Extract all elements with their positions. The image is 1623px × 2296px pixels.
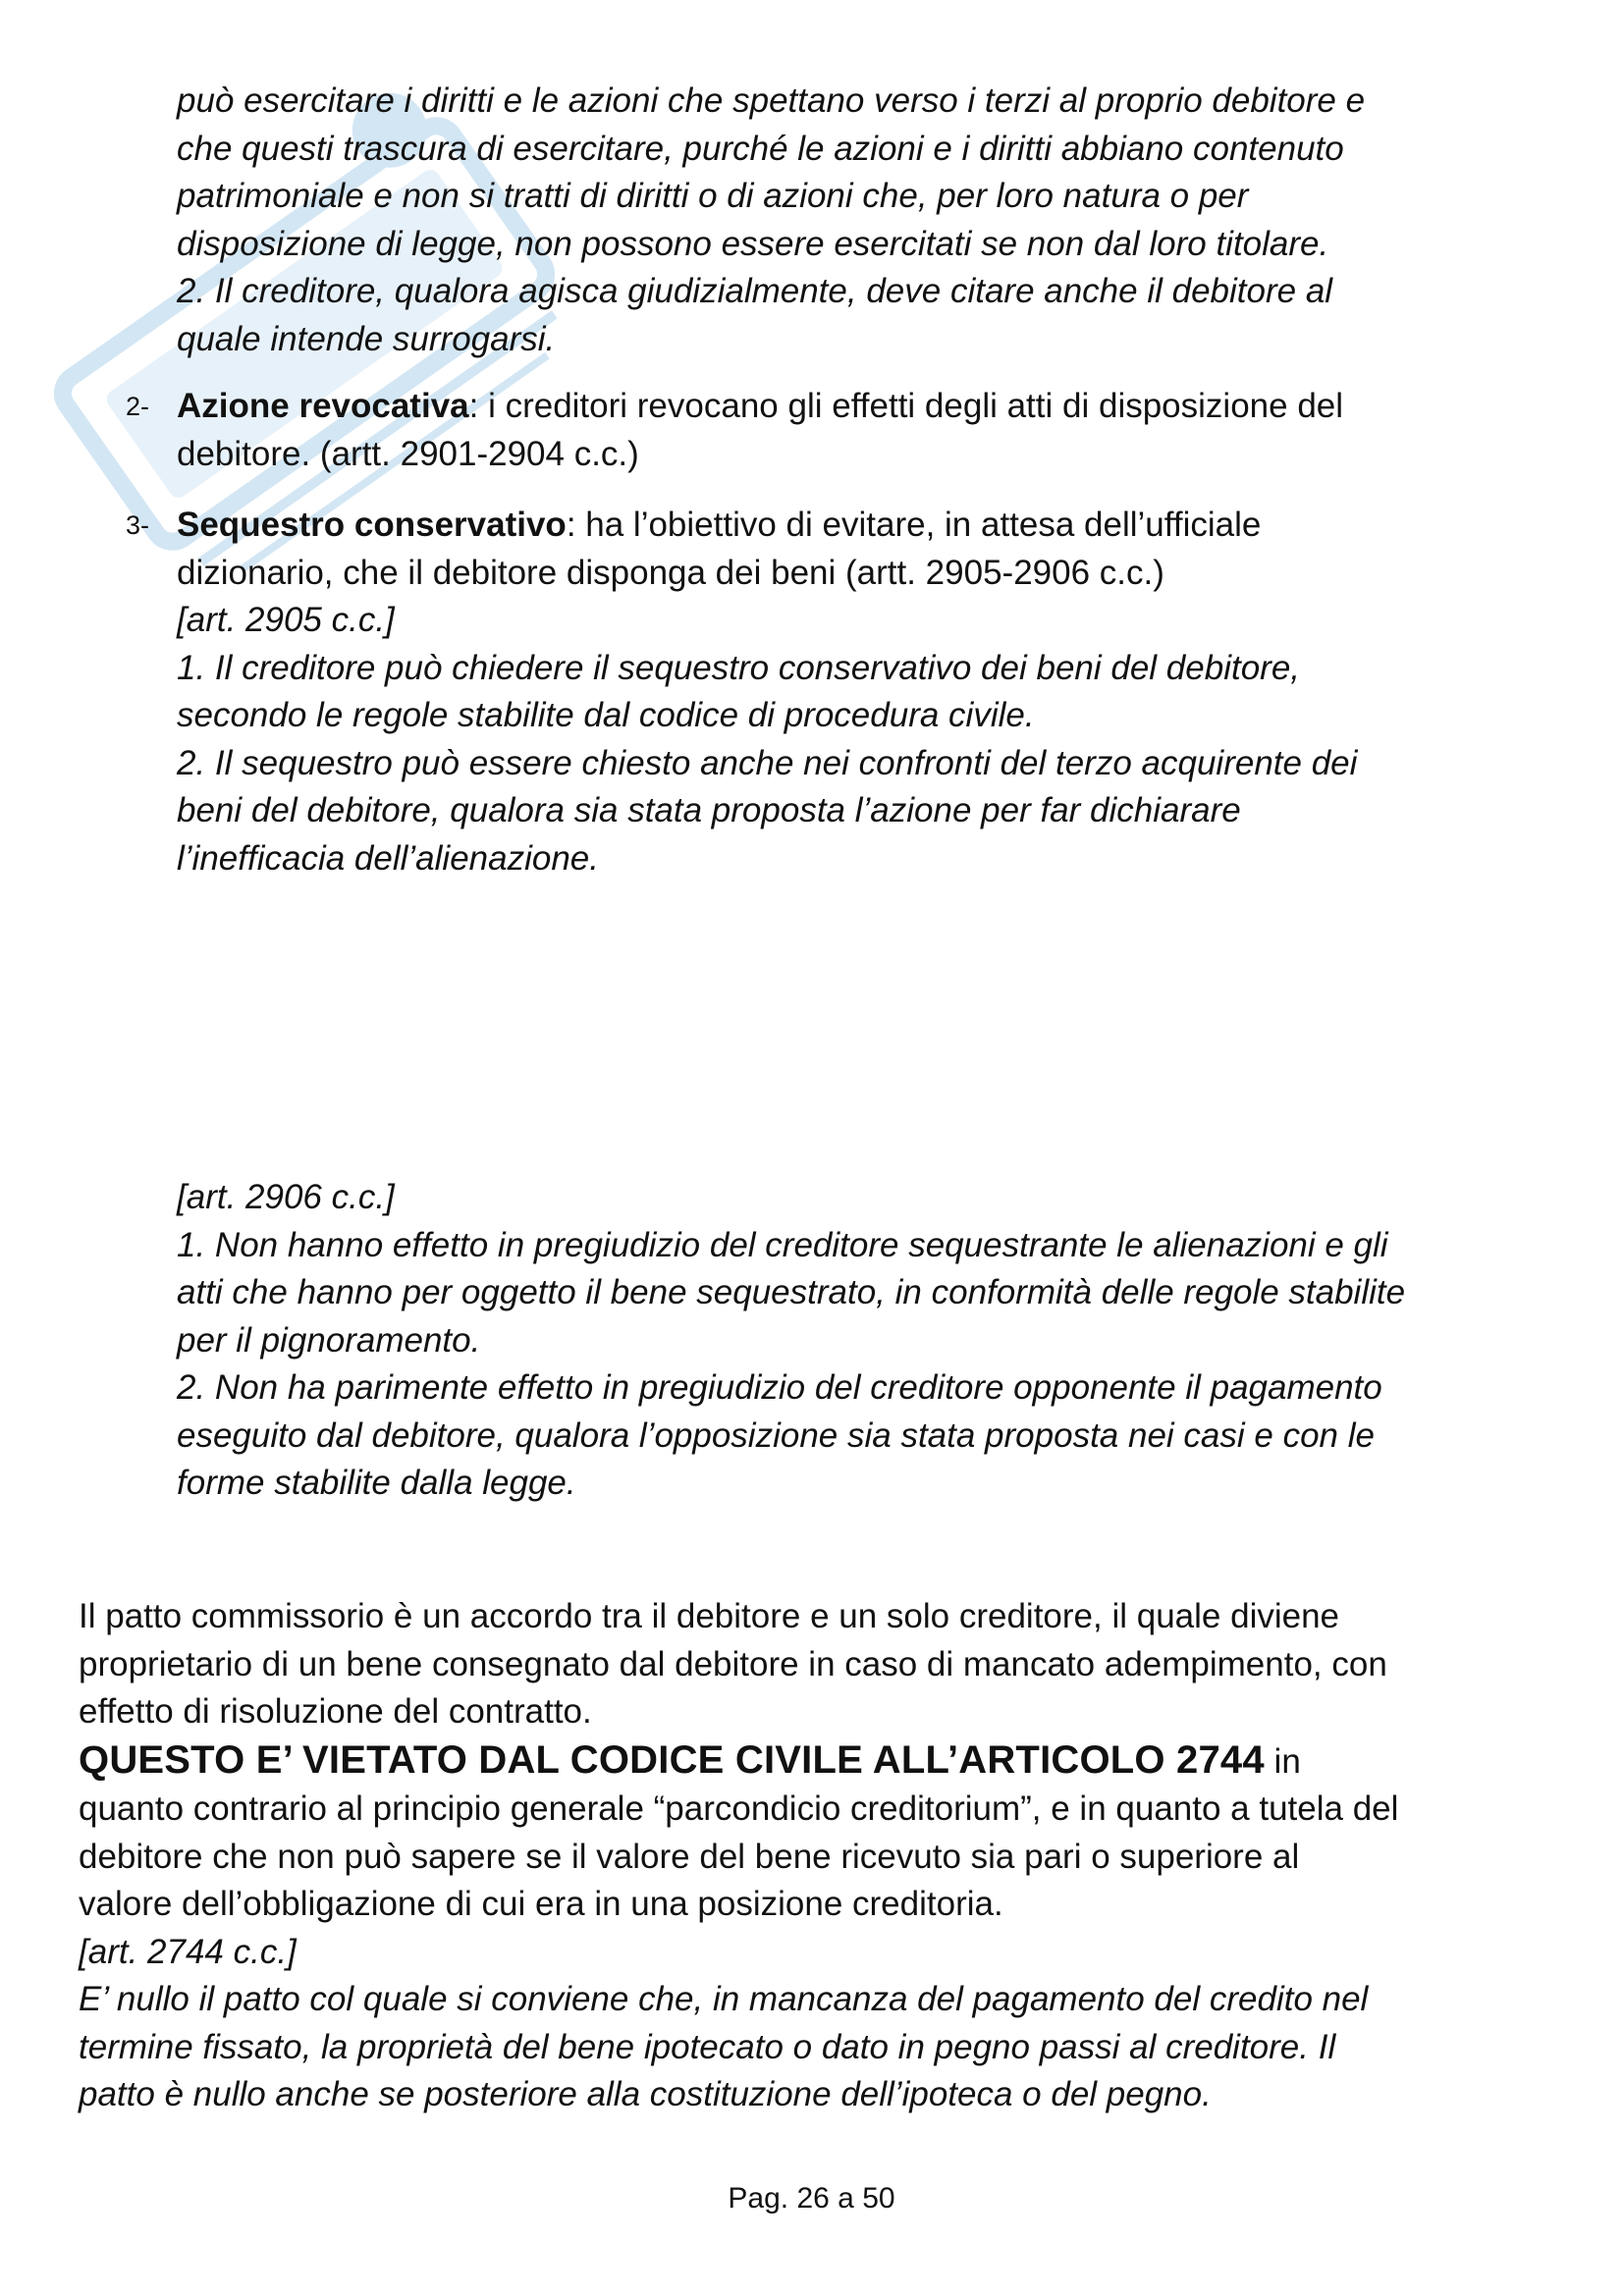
quote-line: patto è nullo anche se posteriore alla costituzione dell’ipoteca o del pegno. <box>79 2075 1212 2113</box>
article-reference: [art. 2906 c.c.] <box>177 1178 395 1216</box>
list-item-line <box>177 383 1571 431</box>
list-item-line: debitore. (artt. 2901-2904 c.c.) <box>177 434 639 473</box>
patto-commissorio-section <box>79 1593 1551 2119</box>
list-item-line <box>177 502 1571 550</box>
list-number-3: 3- <box>126 510 150 540</box>
quote-line: disposizione di legge, non possono essere esercitati se non dal loro titolare. <box>177 224 1329 263</box>
quote-line: secondo le regole stabilite dal codice di procedura civile. <box>177 696 1035 734</box>
quote-line: termine fissato, la proprietà del bene ipotecato o dato in pegno passi al creditore. Il <box>79 2027 1336 2066</box>
heading-tail: in <box>1264 1741 1301 1781</box>
quote-line: atti che hanno per oggetto il bene sequestrato, in conformità delle regole stabilite <box>177 1273 1406 1311</box>
quote-line: 1. Non hanno effetto in pregiudizio del creditore sequestrante le alienazioni e gli <box>177 1225 1388 1264</box>
body-line: Il patto commissorio è un accordo tra il debitore e un solo creditore, il quale diviene <box>79 1597 1340 1635</box>
body-line: quanto contrario al principio generale “parcondicio creditorium”, e in quanto a tutela del <box>79 1789 1399 1828</box>
art-quote-surrogatoria <box>177 78 1571 363</box>
term-azione-revocativa: Azione revocativa <box>177 387 469 425</box>
list-item-sequestro-conservativo <box>177 502 1571 882</box>
list-item-azione-revocativa <box>177 383 1571 478</box>
body-line: valore dell’obbligazione di cui era in una posizione creditoria. <box>79 1885 1003 1923</box>
quote-line: 2. Il creditore, qualora agisca giudizialmente, deve citare anche il debitore al <box>177 272 1333 310</box>
body-line: debitore che non può sapere se il valore del bene ricevuto sia pari o superiore al <box>79 1837 1300 1876</box>
quote-line: 1. Il creditore può chiedere il sequestro conservativo dei beni del debitore, <box>177 648 1301 687</box>
article-reference: [art. 2744 c.c.] <box>79 1932 297 1971</box>
prohibition-heading: QUESTO E’ VIETATO DAL CODICE CIVILE ALL’ARTICOLO 2744 <box>79 1737 1265 1782</box>
list-number-2: 2- <box>126 392 150 421</box>
quote-line: eseguito dal debitore, qualora l’opposizione sia stata proposta nei casi e con le <box>177 1415 1375 1455</box>
quote-line: 2. Il sequestro può essere chiesto anche nei confronti del terzo acquirente dei <box>177 743 1358 782</box>
quote-line: che questi trascura di esercitare, purché le azioni e i diritti abbiano contenuto <box>177 129 1344 168</box>
quote-line: E’ nullo il patto col quale si conviene che, in mancanza del pagamento del credito nel <box>79 1980 1369 2018</box>
body-line: effetto di risoluzione del contratto. <box>79 1692 592 1731</box>
quote-line: può esercitare i diritti e le azioni che spettano verso i terzi al proprio debitore e <box>177 81 1366 120</box>
list-item-line: dizionario, che il debitore disponga dei beni (artt. 2905-2906 c.c.) <box>177 553 1164 592</box>
quote-line: quale intende surrogarsi. <box>177 319 556 358</box>
page-number: Pag. 26 a 50 <box>728 2182 895 2215</box>
definition-text: : ha l’obiettivo di evitare, in attesa dell’ufficiale <box>566 506 1262 544</box>
body-line: proprietario di un bene consegnato dal debitore in caso di mancato adempimento, con <box>79 1644 1387 1683</box>
quote-line: 2. Non ha parimente effetto in pregiudizio del creditore opponente il pagamento <box>177 1368 1382 1407</box>
quote-line: patrimoniale e non si tratti di diritti o di azioni che, per loro natura o per <box>177 177 1249 215</box>
body-line <box>79 1736 1551 1787</box>
quote-line: l’inefficacia dell’alienazione. <box>177 838 599 878</box>
quote-line: per il pignoramento. <box>177 1320 481 1360</box>
term-sequestro-conservativo: Sequestro conservativo <box>177 506 567 544</box>
art-quote-2906 <box>177 1174 1571 1508</box>
article-reference: [art. 2905 c.c.] <box>177 601 395 639</box>
quote-line: beni del debitore, qualora sia stata proposta l’azione per far dichiarare <box>177 791 1241 829</box>
definition-text: : i creditori revocano gli effetti degli atti di disposizione del <box>468 387 1344 425</box>
quote-line: forme stabilite dalla legge. <box>177 1464 576 1502</box>
